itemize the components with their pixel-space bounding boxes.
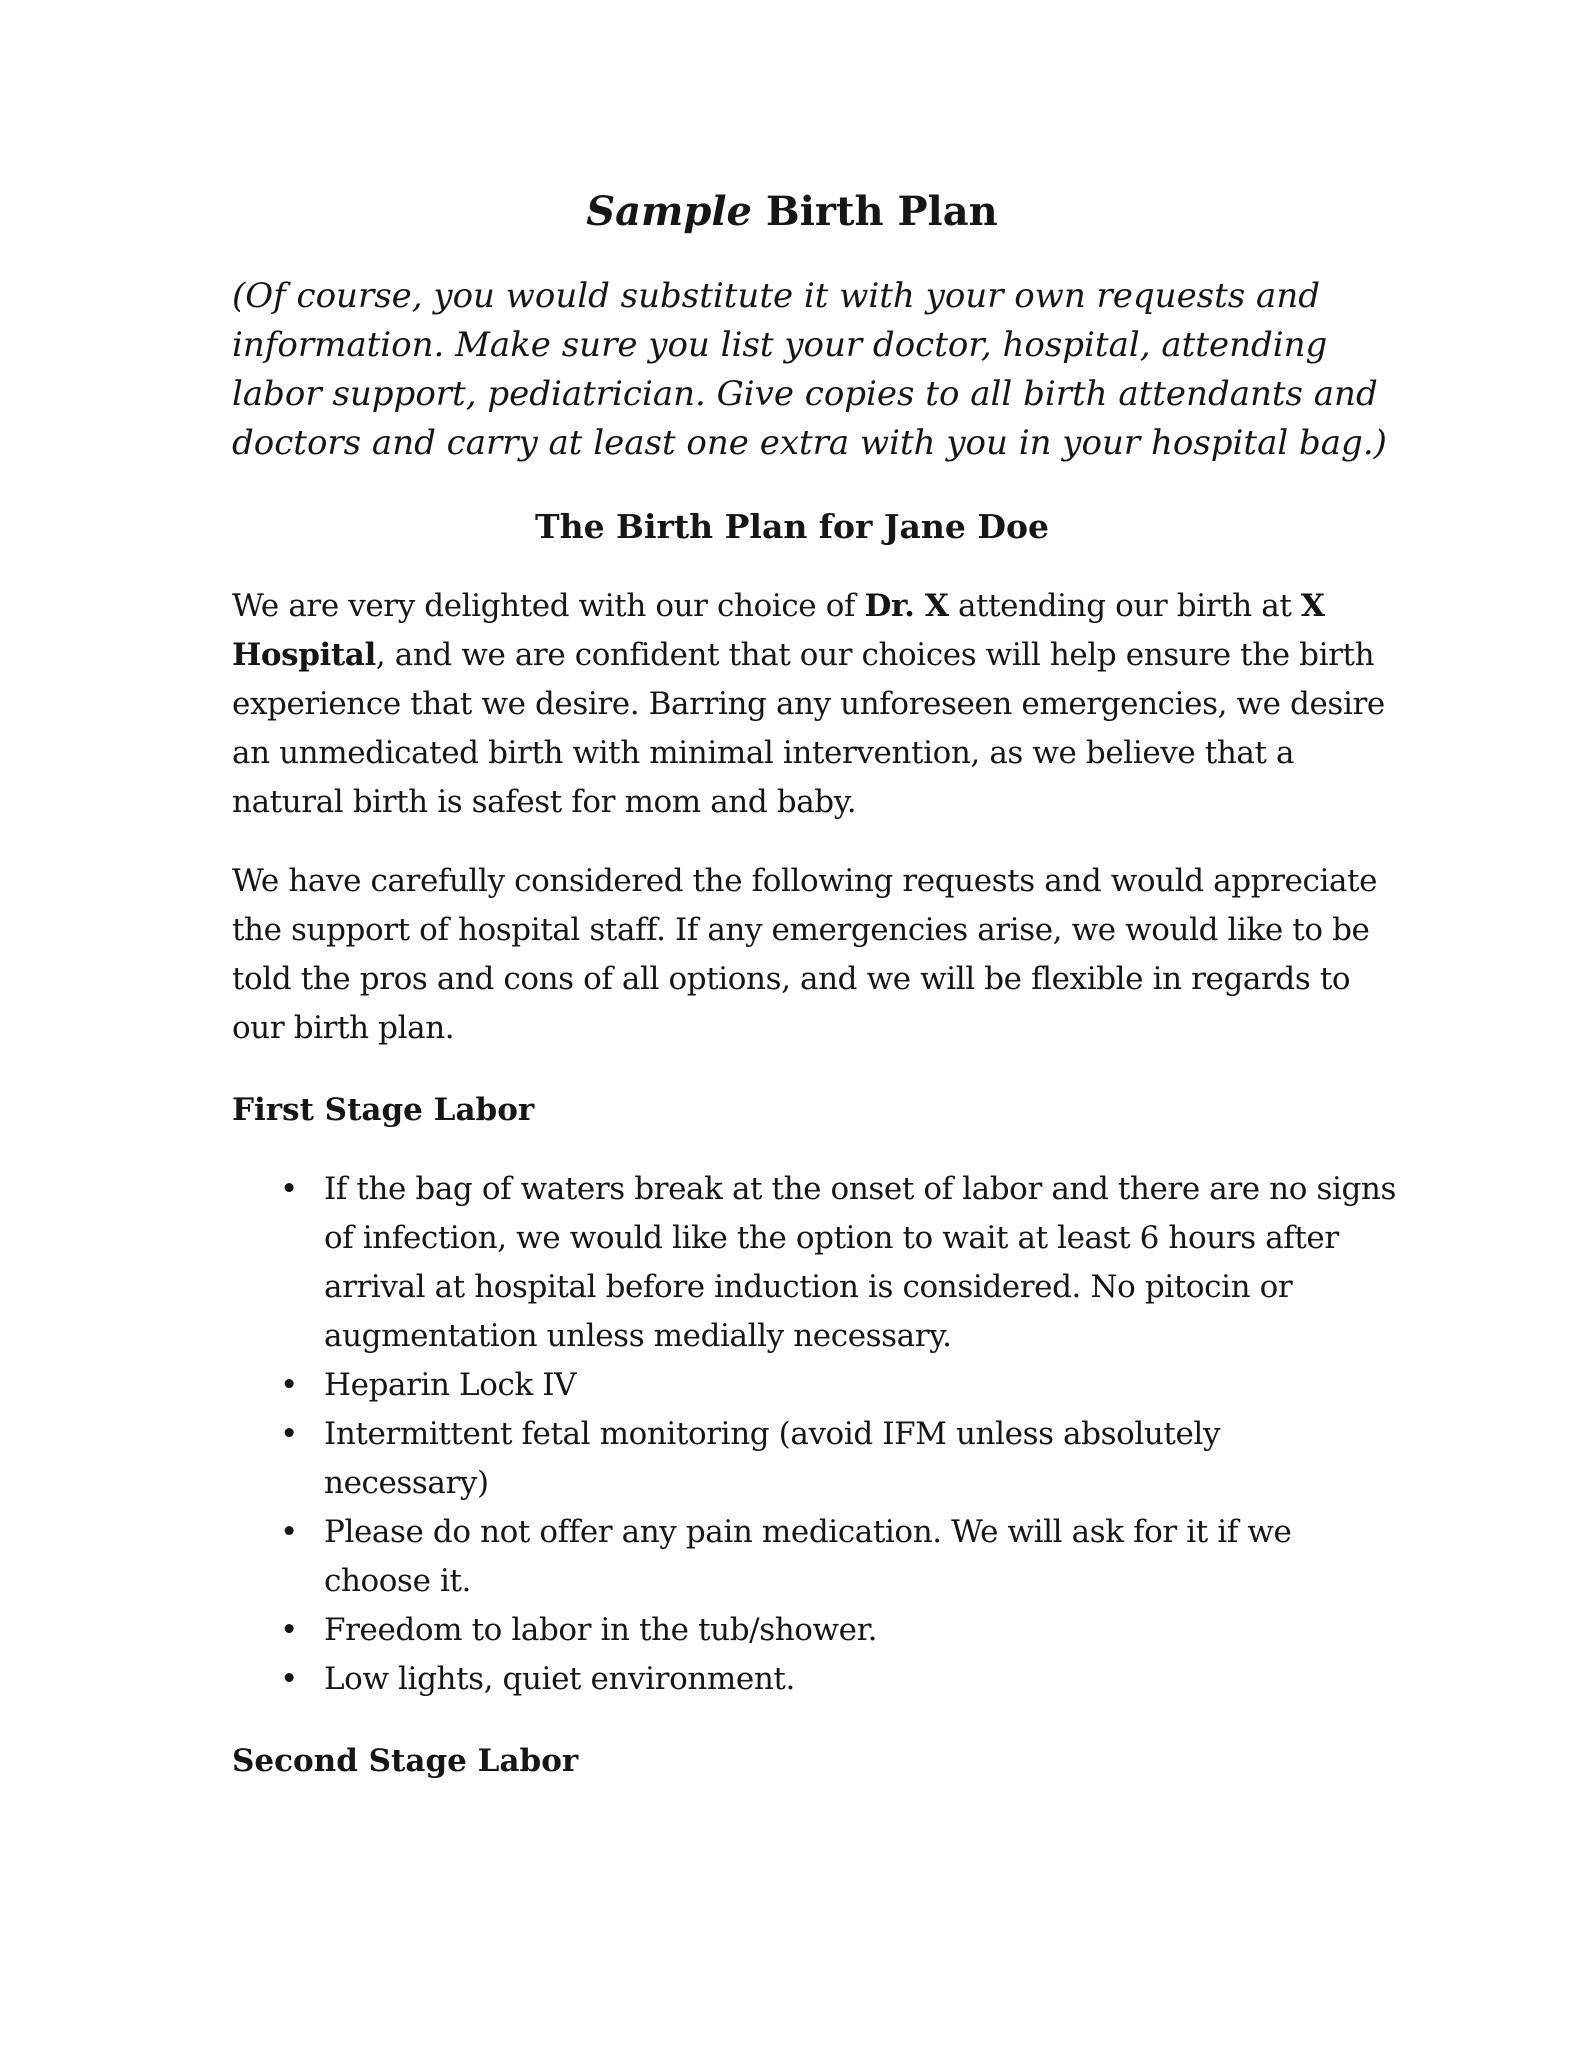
- second-stage-heading: Second Stage Labor: [232, 1743, 579, 1779]
- document-title: [232, 180, 1352, 244]
- item-line: of infection, we would like the option to wait at least 6 hours after: [324, 1220, 1339, 1256]
- bullet-icon: •: [280, 1514, 298, 1550]
- title-emphasis: Sample: [586, 188, 752, 235]
- bullet-icon: •: [280, 1416, 298, 1452]
- item-line: If the bag of waters break at the onset of labor and there are no signs: [324, 1171, 1396, 1207]
- bullet-icon: •: [280, 1661, 298, 1697]
- item-line: Please do not offer any pain medication. We will ask for it if we: [324, 1514, 1292, 1550]
- item-line: augmentation unless medially necessary.: [324, 1318, 952, 1354]
- bullet-icon: •: [280, 1612, 298, 1648]
- title-rest: Birth Plan: [751, 188, 998, 235]
- document-page: [232, 180, 1396, 1786]
- bullet-icon: •: [280, 1367, 298, 1403]
- doctor-name: Dr. X: [864, 588, 949, 624]
- intro-line: information. Make sure you list your doctor, hospital, attending: [232, 325, 1328, 365]
- item-line: Intermittent fetal monitoring (avoid IFM unless absolutely: [324, 1416, 1221, 1452]
- text-run: We are very delighted with our choice of: [232, 588, 865, 624]
- bullet-icon: •: [280, 1171, 298, 1207]
- first-stage-list: [232, 1165, 1396, 1704]
- paragraph-line: [232, 582, 1352, 631]
- list-item: [280, 1508, 1352, 1606]
- paragraph-line: We have carefully considered the following requests and would appreciate: [232, 863, 1378, 899]
- item-line: arrival at hospital before induction is considered. No pitocin or: [324, 1269, 1293, 1305]
- item-line: Freedom to labor in the tub/shower.: [324, 1612, 878, 1648]
- intro-line: labor support, pediatrician. Give copies to all birth attendants and: [232, 374, 1378, 414]
- paragraph-line: told the pros and cons of all options, and we will be flexible in regards to: [232, 961, 1351, 997]
- text-run: , and we are confident that our choices will help ensure the birth: [375, 637, 1375, 673]
- paragraph-line: an unmedicated birth with minimal intervention, as we believe that a: [232, 735, 1295, 771]
- intro-line: doctors and carry at least one extra with you in your hospital bag.): [232, 423, 1387, 463]
- intro-note: [232, 272, 1387, 468]
- first-stage-heading: First Stage Labor: [232, 1092, 535, 1128]
- list-item: [280, 1606, 1352, 1655]
- intro-line: (Of course, you would substitute it with your own requests and: [232, 276, 1320, 316]
- text-run: attending our birth at: [948, 588, 1301, 624]
- paragraph-line: the support of hospital staff. If any emergencies arise, we would like to be: [232, 912, 1370, 948]
- hospital-name-part: Hospital: [232, 637, 376, 673]
- item-line: Low lights, quiet environment.: [324, 1661, 795, 1697]
- paragraph-line: experience that we desire. Barring any unforeseen emergencies, we desire: [232, 686, 1385, 722]
- item-line: necessary): [324, 1465, 489, 1501]
- paragraph-line: our birth plan.: [232, 1010, 455, 1046]
- list-item: [280, 1165, 1396, 1361]
- paragraph-line: natural birth is safest for mom and baby.: [232, 784, 857, 820]
- list-item: [280, 1655, 1352, 1704]
- paragraph-line: [232, 631, 1375, 680]
- plan-subtitle: The Birth Plan for Jane Doe: [535, 507, 1049, 546]
- item-line: Heparin Lock IV: [324, 1367, 577, 1403]
- list-item: [280, 1410, 1352, 1508]
- intro-paragraph: [232, 582, 1385, 827]
- hospital-name-part: X: [1300, 588, 1325, 624]
- requests-paragraph: [232, 857, 1378, 1053]
- item-line: choose it.: [324, 1563, 471, 1599]
- list-item: [280, 1361, 1352, 1410]
